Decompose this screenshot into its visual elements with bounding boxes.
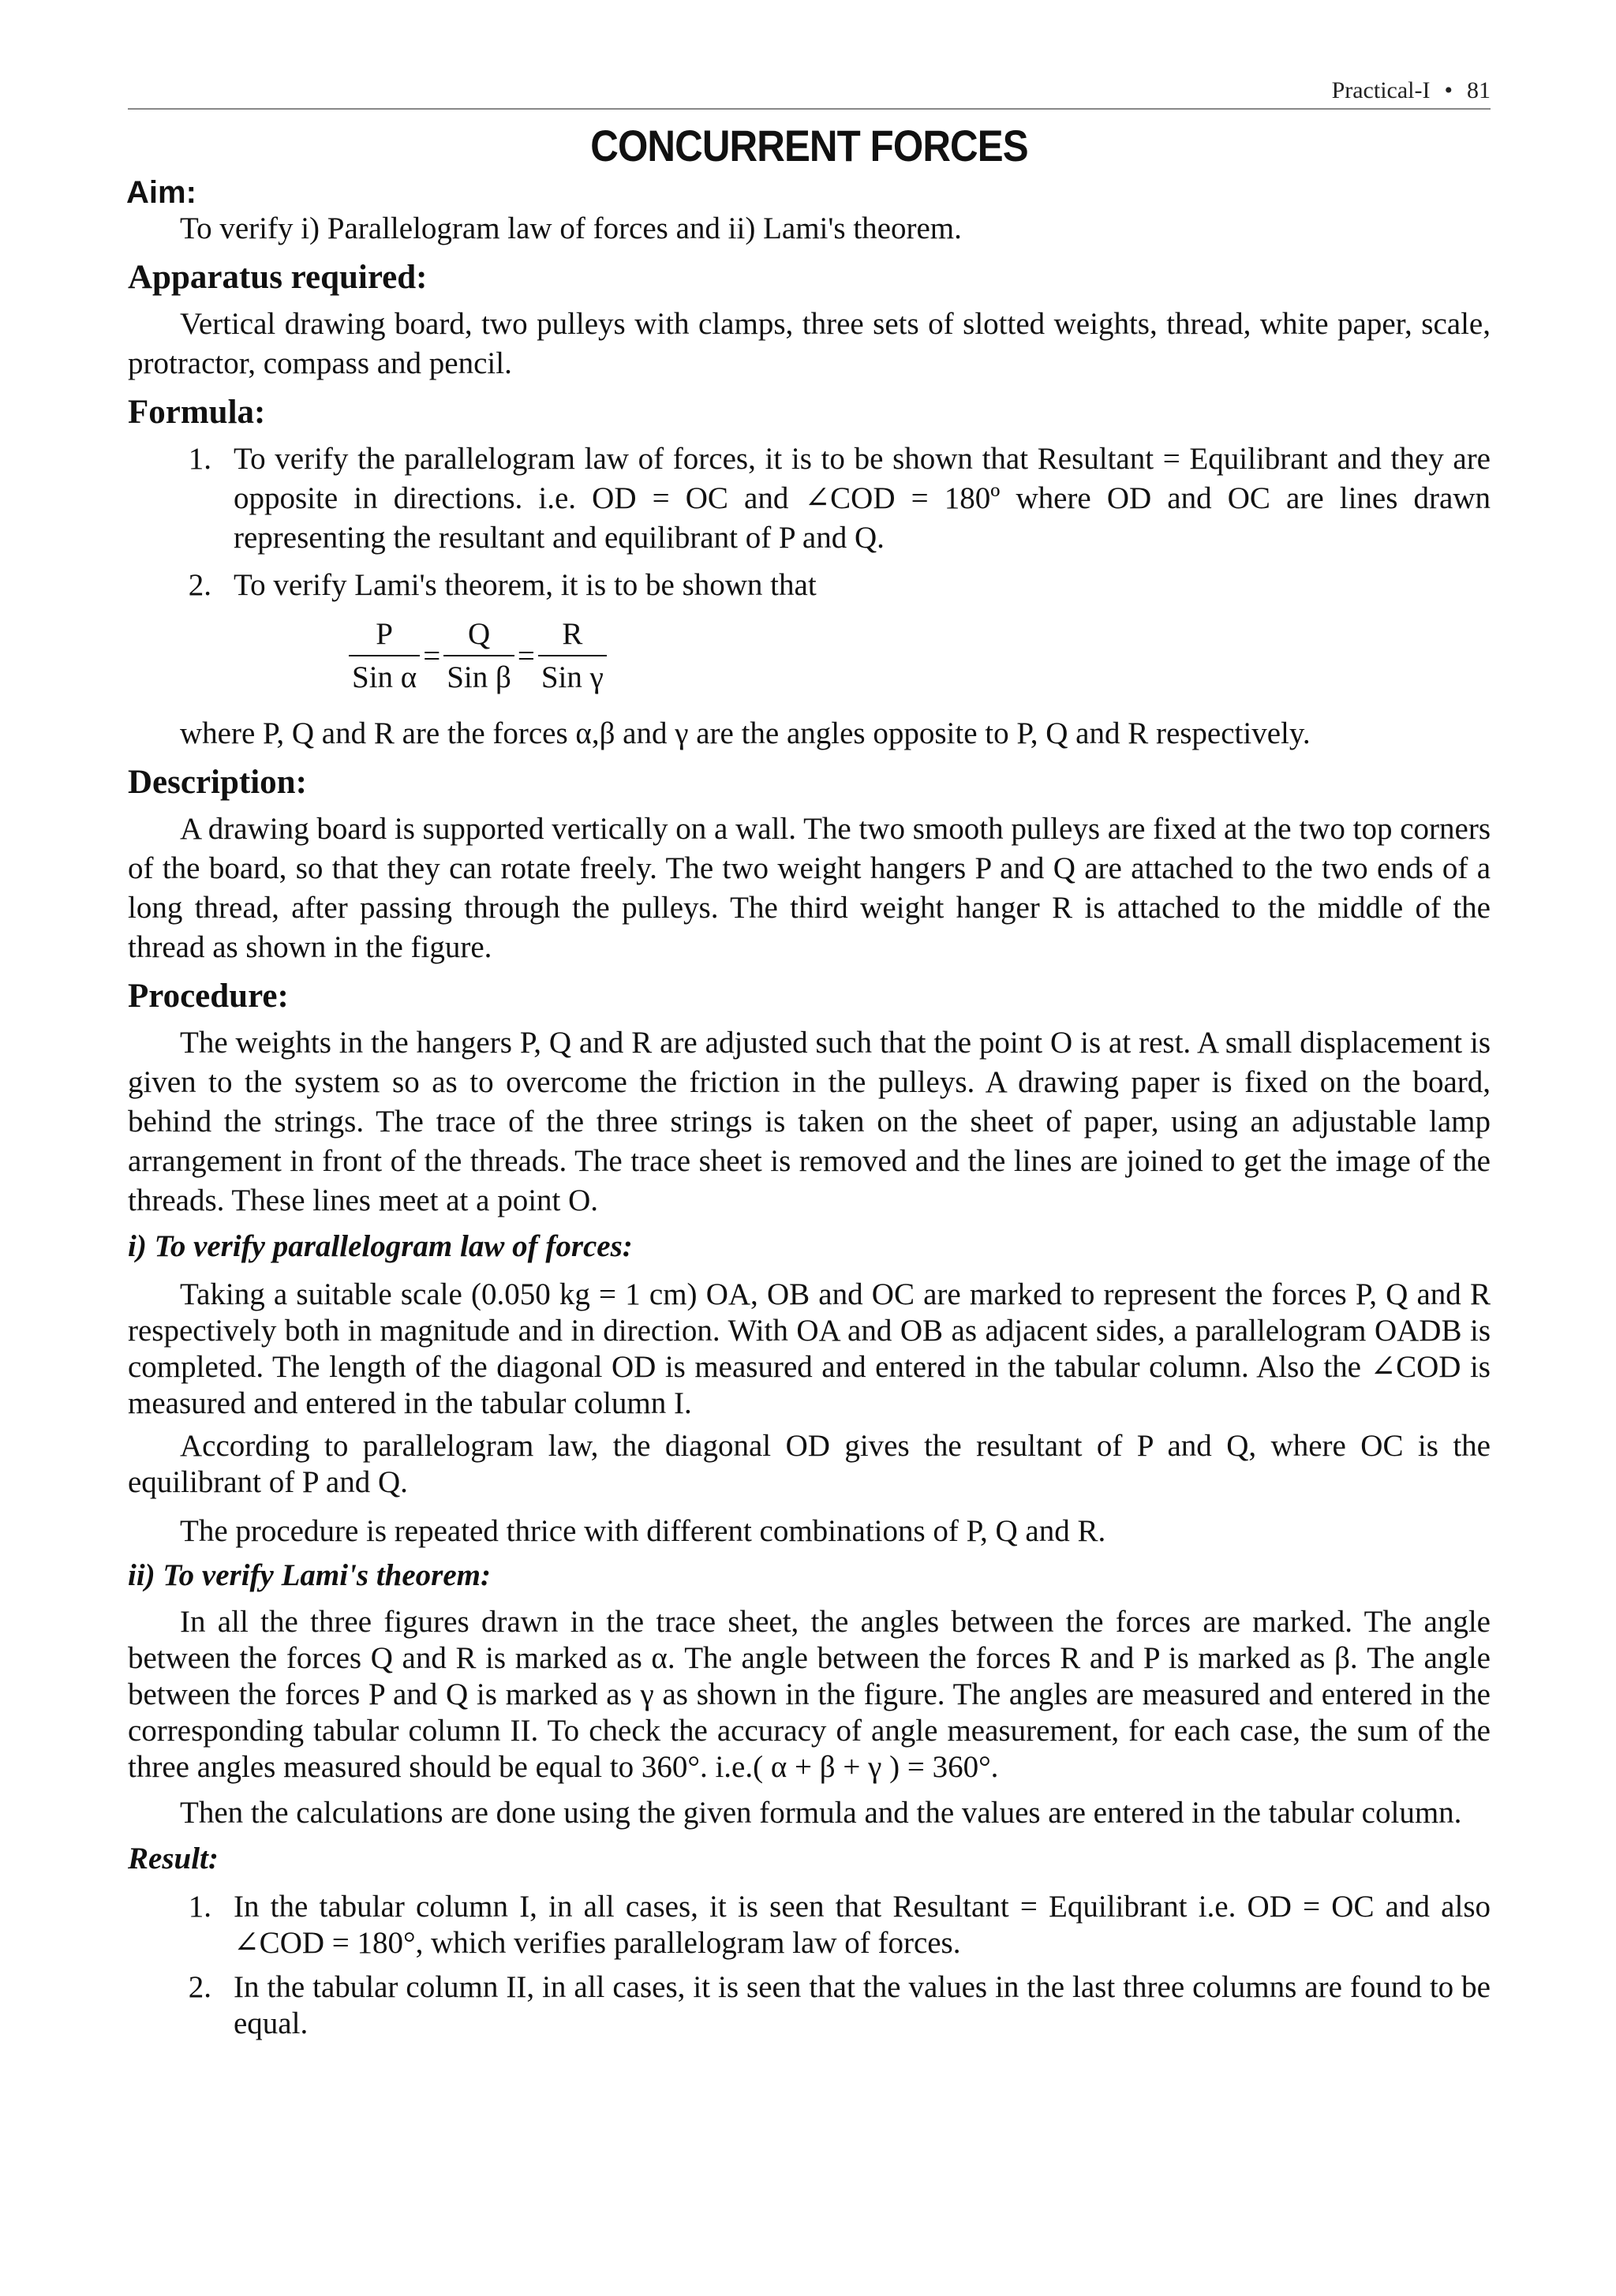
result-item-text: In the tabular column II, in all cases, it is seen that the values in the last three columns are found to be equal.: [234, 1970, 1491, 2040]
result-item: [128, 1889, 1491, 1961]
numerator: P: [376, 617, 393, 651]
formula-heading: Formula:: [128, 394, 266, 431]
parallelogram-paragraph: The procedure is repeated thrice with different combinations of P, Q and R.: [180, 1514, 1106, 1548]
content: [128, 175, 1491, 2042]
running-head-bullet: •: [1444, 77, 1453, 103]
running-head: [1332, 77, 1491, 104]
numerator: R: [562, 617, 583, 651]
procedure-text: The weights in the hangers P, Q and R are adjusted such that the point O is at rest. A small displacement is given to the system so as to overcome the friction in the pulleys. A drawing paper is fixed on the board, behind the strings. The trace of the three strings is taken on the sheet of paper, using an adjustable lamp arrangement in front of the threads. The trace sheet is removed and the lines are joined to get the image of the threads. These lines meet at a point O.: [128, 1026, 1491, 1217]
aim-heading: Aim:: [126, 175, 196, 210]
aim-text: To verify i) Parallelogram law of forces and ii) Lami's theorem.: [180, 211, 962, 245]
parallelogram-paragraph: According to parallelogram law, the diagonal OD gives the resultant of P and Q, where OC is the equilibrant of P and Q.: [128, 1429, 1491, 1499]
result-item-text: In the tabular column I, in all cases, it is seen that Resultant = Equilibrant i.e. OD = OC and also ∠COD = 180°, which verifies parallelogram law of forces.: [234, 1890, 1491, 1960]
equals-sign: =: [517, 638, 535, 673]
formula-item-text: To verify Lami's theorem, it is to be shown that: [234, 568, 817, 602]
lami-paragraph: In all the three figures drawn in the trace sheet, the angles between the forces are marked. The angle between the forces Q and R is marked as α. The angle between the forces R and P is marked as β. The angle between the forces P and Q is marked as γ as shown in the figure. The angles are measured and entered in the corresponding tabular column II. To check the accuracy of angle measurement, for each case, the sum of the three angles measured should be equal to 360°. i.e.( α + β + γ ) = 360°.: [128, 1605, 1491, 1784]
description-heading: Description:: [128, 764, 307, 801]
formula-item-text: To verify the parallelogram law of forces, it is to be shown that Resultant = Equilibrant and they are opposite in directions. i.e. OD = OC and ∠COD = 180º where OD and OC are lines drawn representing the resultant and equilibrant of P and Q.: [234, 442, 1491, 555]
apparatus-text: Vertical drawing board, two pulleys with clamps, three sets of slotted weights, thread, white paper, scale, protractor, compass and pencil.: [128, 307, 1491, 380]
page-number: 81: [1467, 77, 1491, 103]
formula-where: where P, Q and R are the forces α,β and γ are the angles opposite to P, Q and R respectively.: [180, 716, 1311, 750]
fraction-q: [443, 616, 514, 695]
formula-item: [128, 439, 1491, 558]
formula-list: [128, 439, 1491, 605]
lami-heading: ii) To verify Lami's theorem:: [128, 1558, 491, 1592]
result-item-number: 1.: [188, 1890, 211, 1924]
fraction-p: [349, 616, 420, 695]
equals-sign: =: [423, 638, 441, 673]
result-item: [128, 1969, 1491, 2042]
formula-item-number: 2.: [188, 568, 211, 602]
formula-item: [128, 566, 1491, 605]
denominator: Sin β: [443, 655, 514, 695]
parallelogram-heading: i) To verify parallelogram law of forces:: [128, 1229, 633, 1263]
result-item-number: 2.: [188, 1970, 211, 2004]
fraction-r: [538, 616, 607, 695]
numerator: Q: [467, 617, 491, 651]
formula-item-number: 1.: [188, 442, 211, 476]
lami-paragraph: Then the calculations are done using the given formula and the values are entered in the tabular column.: [180, 1796, 1462, 1830]
parallelogram-paragraph: Taking a suitable scale (0.050 kg = 1 cm) OA, OB and OC are marked to represent the forces P, Q and R respectively both in magnitude and in direction. With OA and OB as adjacent sides, a parallelogram OADB is completed. The length of the diagonal OD is measured and entered in the tabular column. Also the ∠COD is measured and entered in the tabular column I.: [128, 1277, 1491, 1420]
running-head-section: Practical-I: [1331, 77, 1431, 103]
lami-formula: [349, 616, 1491, 695]
apparatus-heading: Apparatus required:: [128, 259, 428, 296]
denominator: Sin α: [349, 655, 420, 695]
page-title: CONCURRENT FORCES: [590, 121, 1028, 170]
procedure-heading: Procedure:: [128, 978, 289, 1015]
description-text: A drawing board is supported vertically on a wall. The two smooth pulleys are fixed at the two top corners of the board, so that they can rotate freely. The two weight hangers P and Q are attached to the two ends of a long thread, after passing through the pulleys. The third weight hanger R is attached to the middle of the thread as shown in the figure.: [128, 812, 1491, 964]
denominator: Sin γ: [538, 655, 607, 695]
result-list: [128, 1889, 1491, 2042]
header-rule: [128, 108, 1491, 110]
result-heading: Result:: [128, 1842, 219, 1875]
